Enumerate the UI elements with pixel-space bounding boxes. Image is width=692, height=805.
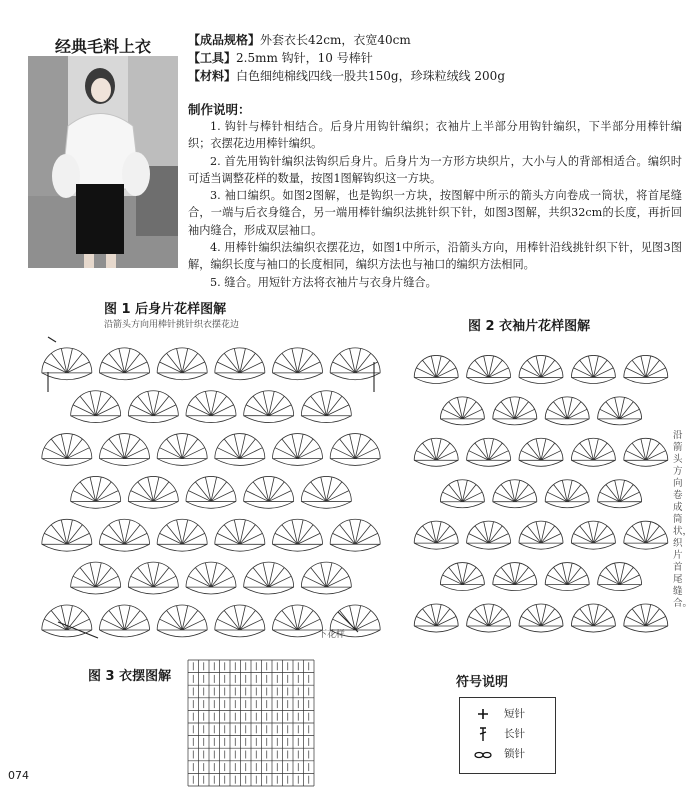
spec-tools: 【工具】2.5mm 钩针，10 号棒针	[188, 51, 373, 65]
figure3-title: 图 3 衣摆图解	[88, 669, 172, 684]
plus-sign-icon	[474, 706, 492, 722]
legend-item: 短针	[460, 704, 555, 724]
page-title: 经典毛料上衣	[55, 37, 152, 56]
figure1-note: 沿箭头方向用棒针挑针织衣摆花边	[104, 320, 240, 330]
instruction-step: 5. 缝合。用短针方法将衣袖片与衣身片缝合。	[210, 275, 437, 289]
figure2-title: 图 2 衣袖片花样图解	[468, 319, 591, 334]
instruction-step: 2. 首先用钩针编织法钩织后身片。后身片为一方形方块织片，大小与人的背部相适合。编织时可适当调整花样的数量，按图1图解钩织这一方块。	[188, 154, 682, 185]
spec-materials: 【材料】白色细纯棉线四线一股共150g，珍珠粒绒线 200g	[188, 69, 506, 83]
legend-item: 长针	[460, 724, 555, 744]
instruction-step: 1. 钩针与棒针相结合。后身片用钩针编织；衣袖片上半部分用钩针编织，下半部分用棒针编织；衣摆花边用棒针编织。	[188, 120, 682, 151]
page-number: 074	[8, 769, 29, 782]
instruction-step: 3. 袖口编织。如图2图解，也是钩织一方块，按图解中所示的箭头方向卷成一筒状，将首尾缝合，一端与后衣身缝合，另一端用棒针编织法挑针织下针，如图3图解，共织32cm的长度，再折回袖内缝合，形成双层袖口。	[188, 189, 682, 237]
hem-grid-chart	[186, 658, 318, 788]
figure1-annotation: 下花样	[318, 630, 346, 640]
instructions-title: 制作说明：	[188, 102, 251, 117]
tall-stitch-icon	[474, 726, 492, 742]
figure2-side-note: 沿箭头方向卷成筒状，织片首尾缝合。	[673, 430, 692, 609]
legend-box	[459, 697, 556, 774]
instructions-list	[188, 118, 682, 291]
legend-item: 锁针	[460, 744, 555, 764]
model-photo	[28, 56, 178, 268]
chain-stitch-icon	[474, 746, 492, 762]
instruction-step: 4. 用棒针编织法编织衣摆花边，如图1中所示，沿箭头方向，用棒针沿线挑针织下针，见图3图解，编织长度与袖口的长度相同，编织方法也与袖口的编织方法相同。	[188, 241, 682, 272]
sleeve-panel-chart	[410, 338, 672, 630]
figure1-title: 图 1 后身片花样图解	[104, 302, 227, 317]
legend-title: 符号说明	[456, 675, 509, 690]
spec-size: 【成品规格】外套衣长42cm，衣宽40cm	[188, 33, 411, 47]
back-panel-chart	[38, 332, 384, 642]
